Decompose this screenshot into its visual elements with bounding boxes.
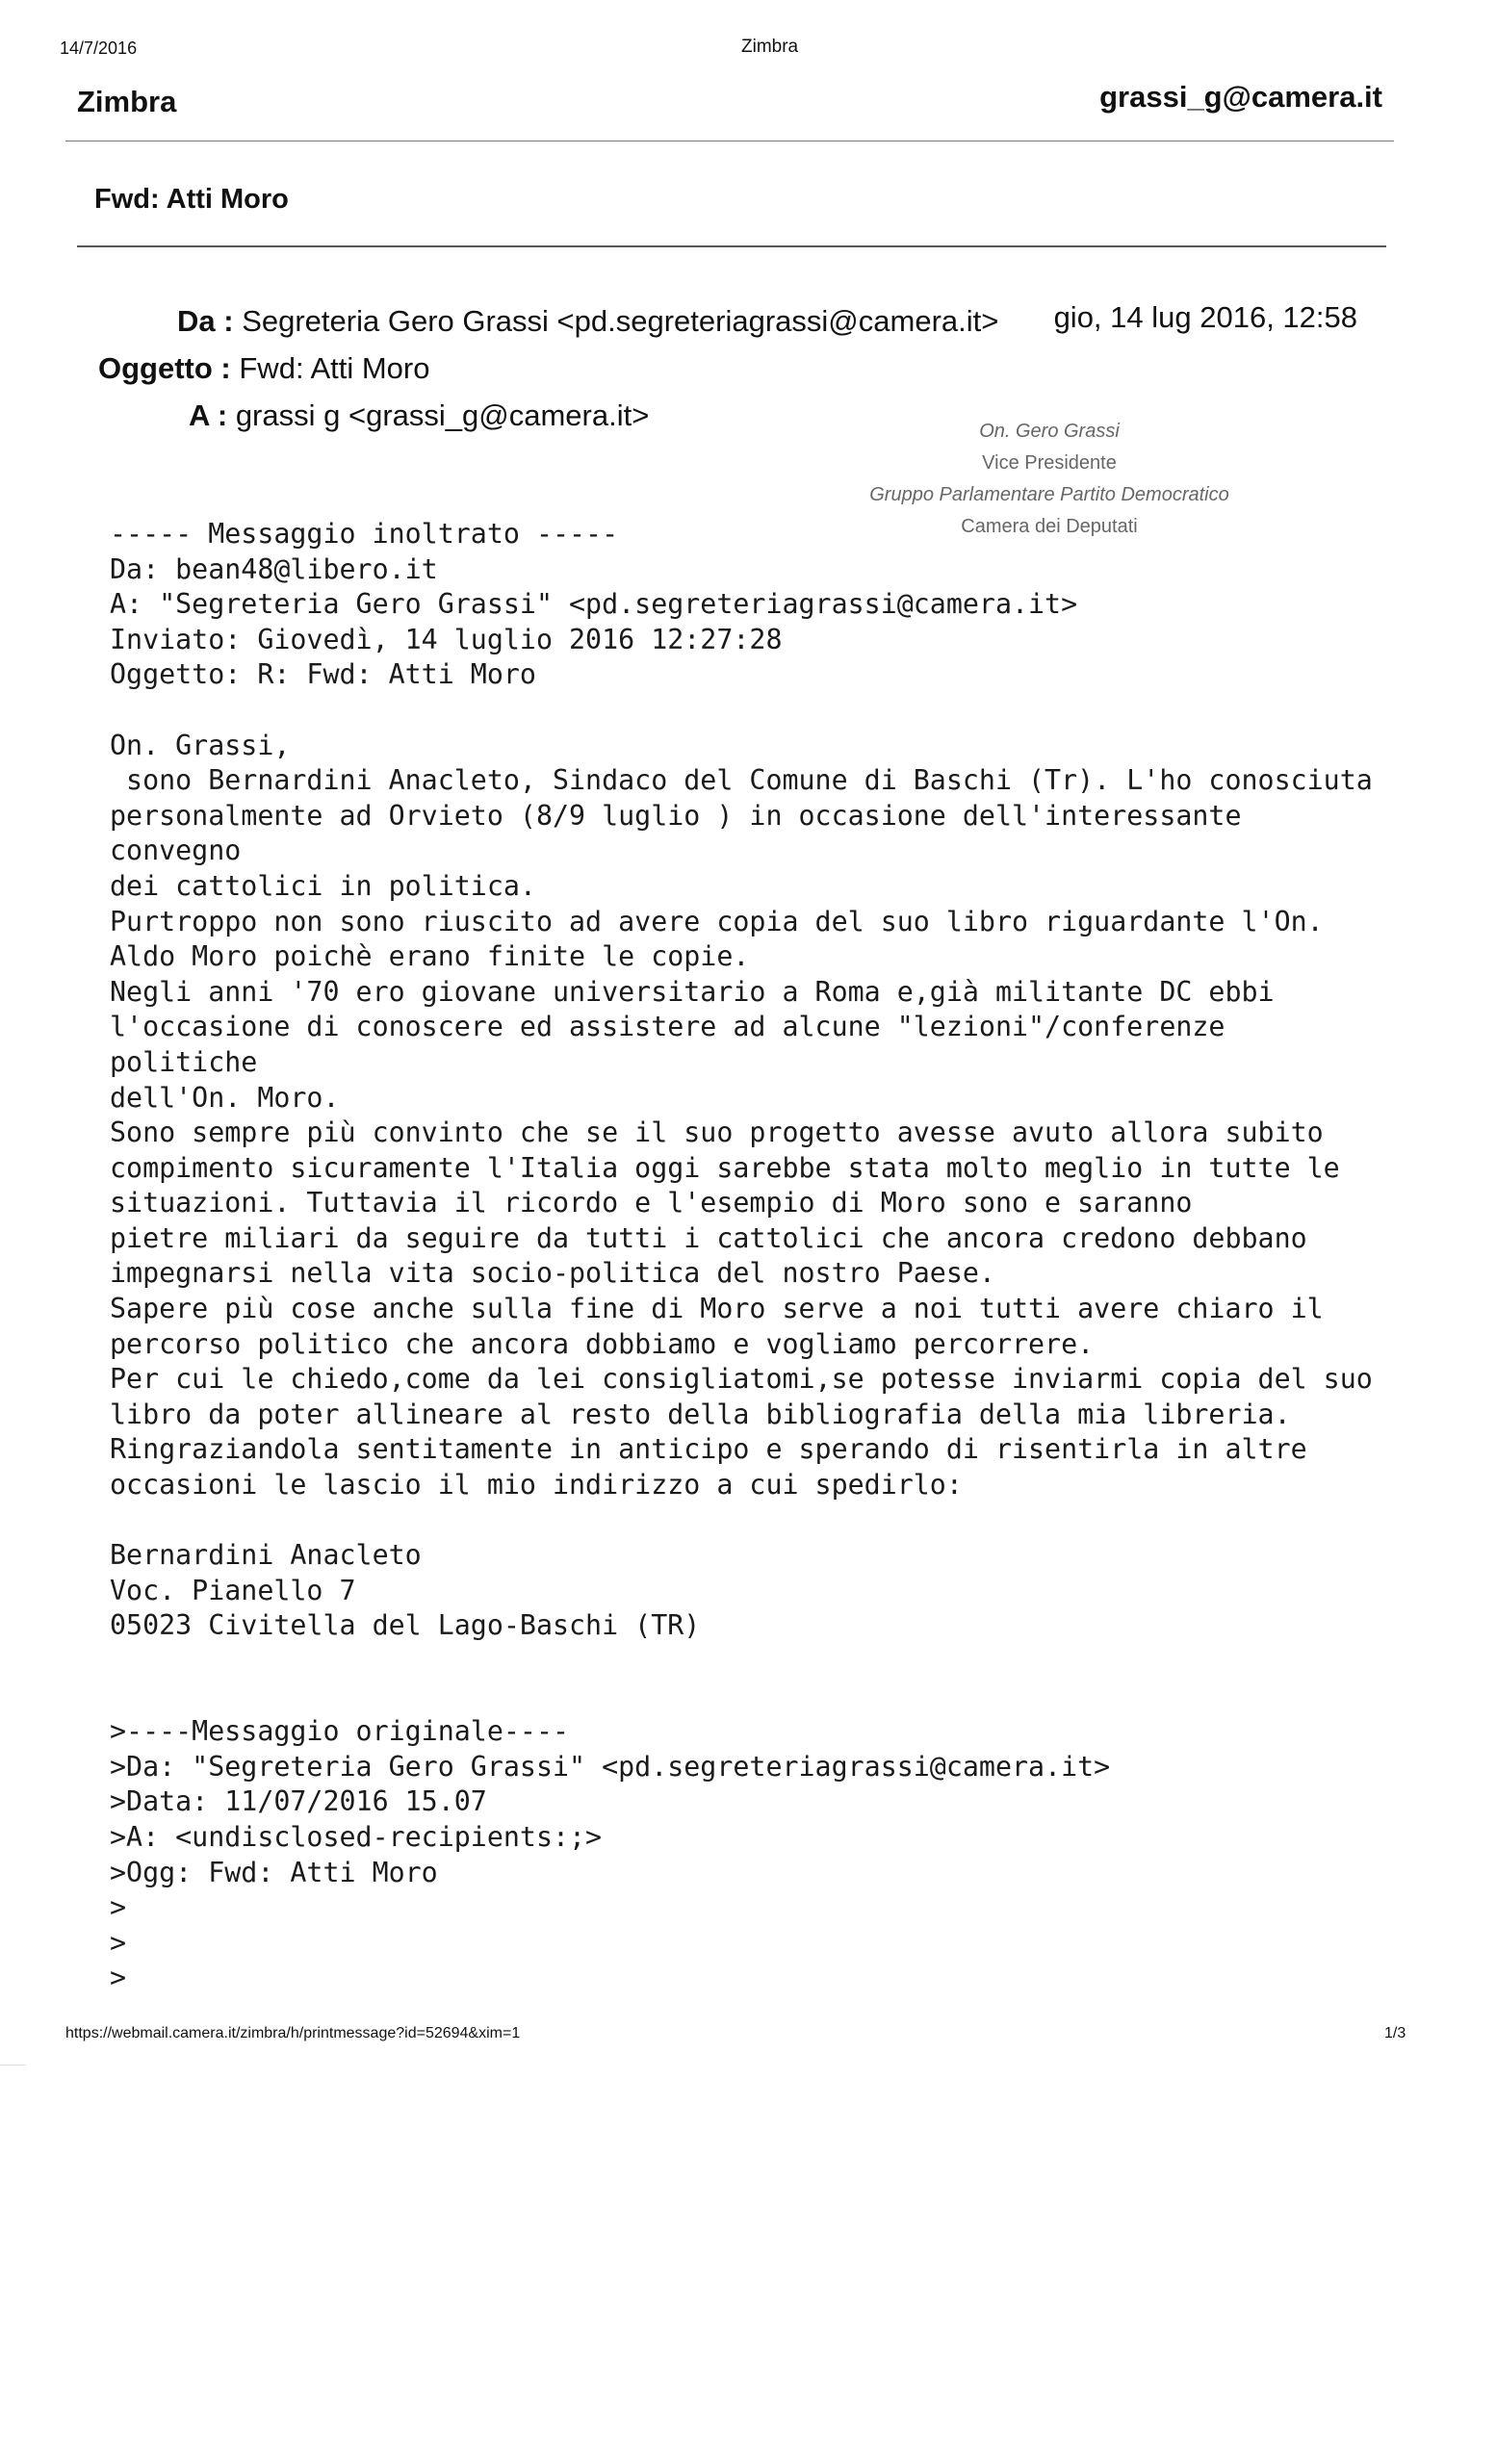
footer-url: https://webmail.camera.it/zimbra/h/printmessage?id=52694&xim=1 xyxy=(65,2025,521,2041)
to-value: grassi g <grassi_g@camera.it> xyxy=(235,398,650,432)
to-row xyxy=(189,398,649,433)
subject-label: Oggetto : xyxy=(98,351,231,385)
app-name: Zimbra xyxy=(77,85,177,118)
subject-divider xyxy=(77,245,1386,247)
stamp-name: On. Gero Grassi xyxy=(979,421,1120,442)
from-value: Segreteria Gero Grassi <pd.segreteriagrassi@camera.it> xyxy=(242,304,999,338)
scan-edge xyxy=(0,2065,25,2066)
stamp-group: Gruppo Parlamentare Partito Democratico xyxy=(869,484,1229,505)
message-date: gio, 14 lug 2016, 12:58 xyxy=(1053,300,1357,334)
stamp-role: Vice Presidente xyxy=(982,452,1117,474)
print-page-title: Zimbra xyxy=(741,37,799,57)
footer-page-number: 1/3 xyxy=(1384,2025,1406,2041)
message-body: ----- Messaggio inoltrato ----- Da: bean48@libero.it A: "Segreteria Gero Grassi" <pd.segreteriagrassi@camera.it> Inviato: Giovedì, 14 luglio 2016 12:27:28 Oggetto: R: Fwd: Atti Moro On. Grassi, sono Bernardini Anacleto, Sindaco del Comune di Baschi (Tr). L'ho conosciuta personalmente ad Orvieto (8/9 luglio ) in occasione dell'interessante convegno dei cattolici in politica. Purtroppo non sono riuscito ad avere copia del suo libro riguardante l'On. Aldo Moro poichè erano finite le copie. Negli anni '70 ero giovane universitario a Roma e,già militante DC ebbi l'occasione di conoscere ed assistere ad alcune "lezioni"/conferenze politiche dell'On. Moro. Sono sempre più convinto che se il suo progetto avesse avuto allora subito compimento sicuramente l'Italia oggi sarebbe stata molto meglio in tutte le situazioni. Tuttavia il ricordo e l'esempio di Moro sono e saranno pietre miliari da seguire da tutti i cattolici che ancora credono debbano impegnarsi nella vita socio-politica del nostro Paese. Sapere più cose anche sulla fine di Moro serve a noi tutti avere chiaro il percorso politico che ancora dobbiamo e vogliamo percorrere. Per cui le chiedo,come da lei consigliatomi,se potesse inviarmi copia del suo libro da poter allineare al resto della bibliografia della mia libreria. Ringraziandola sentitamente in anticipo e sperando di risentirla in altre occasioni le lascio il mio indirizzo a cui spedirlo: Bernardini Anacleto Voc. Pianello 7 05023 Civitella del Lago-Baschi (TR) >----Messaggio originale---- >Da: "Segreteria Gero Grassi" <pd.segreteriagrassi@camera.it> >Data: 11/07/2016 15.07 >A: <undisclosed-recipients:;> >Ogg: Fwd: Atti Moro > > > xyxy=(110,518,1373,1994)
from-label: Da : xyxy=(177,304,234,338)
subject-row xyxy=(98,351,429,386)
from-row xyxy=(177,304,998,339)
account-email: grassi_g@camera.it xyxy=(1099,80,1382,114)
print-date: 14/7/2016 xyxy=(60,38,138,58)
to-label: A : xyxy=(189,398,228,432)
subject-value: Fwd: Atti Moro xyxy=(239,351,430,385)
message-subject-heading: Fwd: Atti Moro xyxy=(94,184,289,215)
stamp-chamber: Camera dei Deputati xyxy=(961,516,1138,537)
